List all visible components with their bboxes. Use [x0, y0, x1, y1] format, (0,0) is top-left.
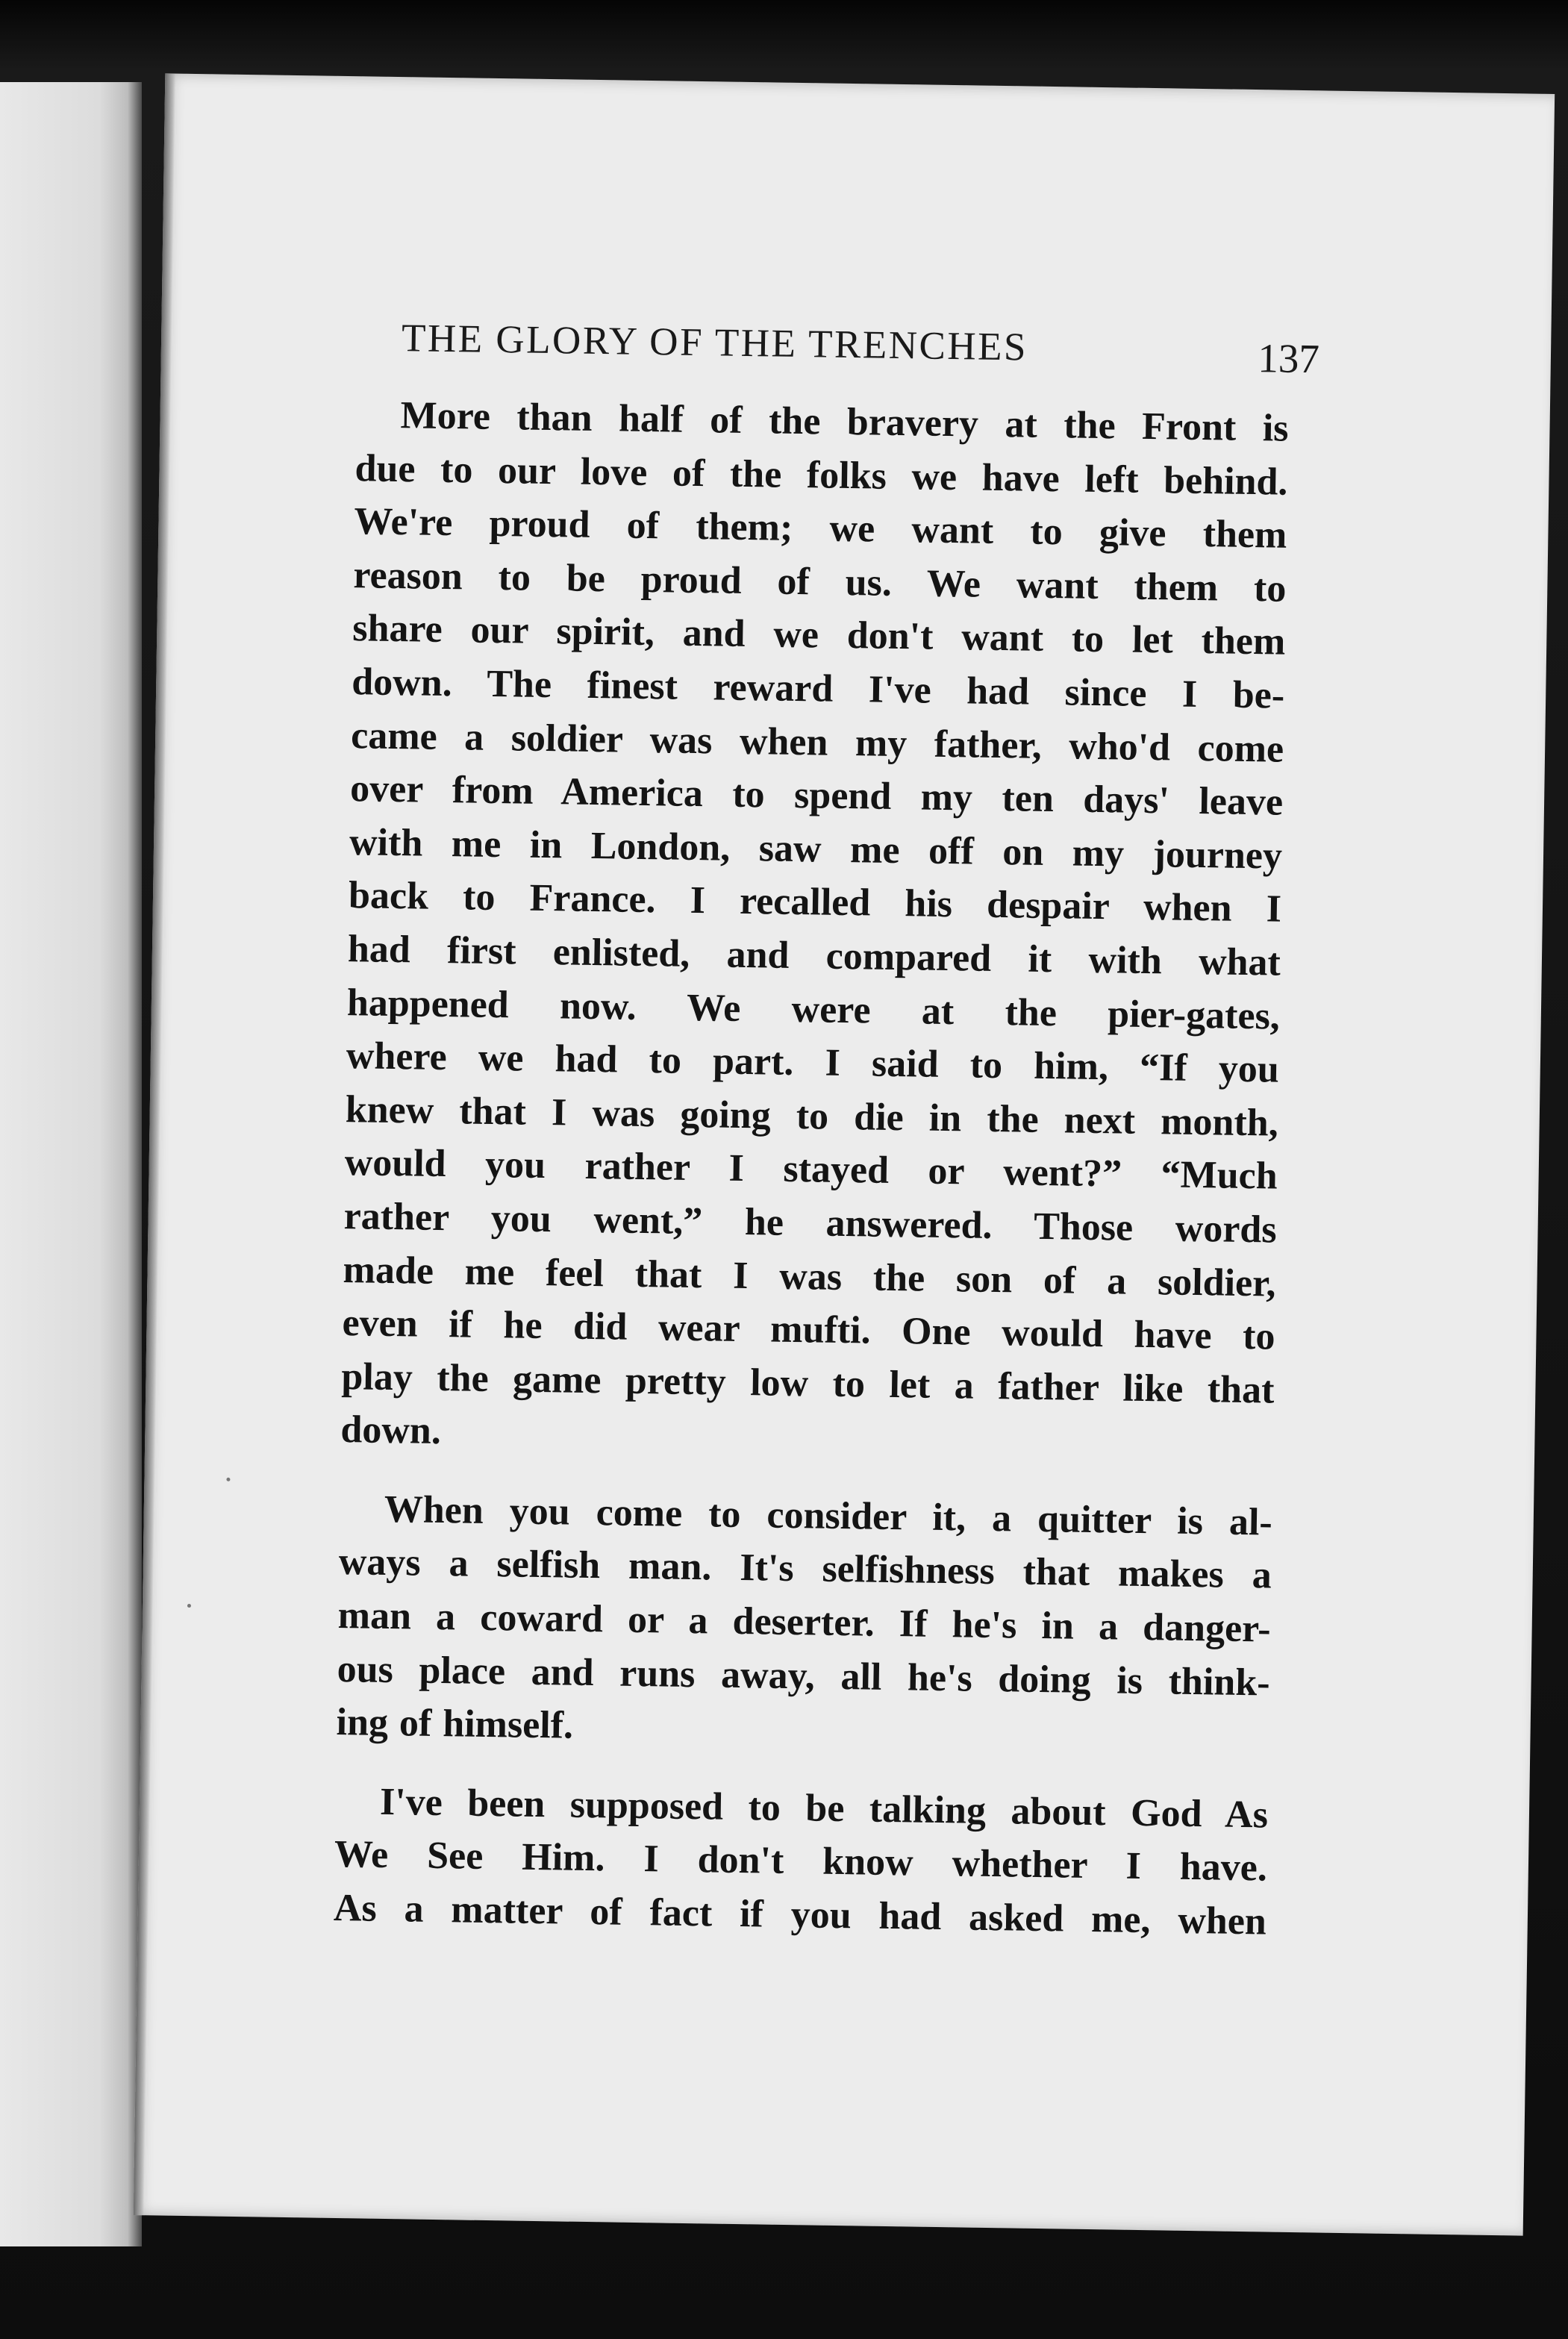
text-line: ing of himself. [336, 1701, 574, 1747]
book-page [134, 73, 1555, 2235]
text-line: made me feel that I was the son of a soldier, [343, 1248, 1276, 1305]
text-line: When you come to consider it, a quitter is al- [384, 1487, 1273, 1544]
text-line: ous place and runs away, all he's doing is think- [337, 1647, 1270, 1705]
text-line: We're proud of them; we want to give them [354, 500, 1287, 557]
text-line: rather you went,” he answered. Those words [343, 1194, 1277, 1252]
text-line: As a matter of fact if you had asked me, when [333, 1886, 1267, 1943]
text-line: knew that I was going to die in the next month, [345, 1087, 1279, 1145]
text-line: came a soldier was when my father, who'd come [350, 713, 1284, 771]
paragraph-2 [336, 1482, 1272, 1763]
text-line: More than half of the bravery at the Front is [400, 394, 1289, 450]
running-head [401, 316, 1320, 398]
text-line: had first enlisted, and compared it with what [347, 928, 1281, 984]
text-line: man a coward or a deserter. If he's in a danger- [337, 1594, 1272, 1651]
text-line: with me in London, saw me off on my journey [349, 820, 1283, 878]
text-line: where we had to part. I said to him, “If you [346, 1034, 1280, 1091]
paragraph-3 [333, 1775, 1268, 1949]
paragraph-1 [340, 388, 1289, 1470]
text-line: even if he did wear mufti. One would have to [342, 1302, 1275, 1358]
text-line: ways a selfish man. It's selfishness that makes a [338, 1540, 1272, 1598]
text-line: share our spirit, and we don't want to let them [352, 607, 1286, 664]
text-line: play the game pretty low to let a father like that [341, 1355, 1275, 1412]
text-line: reason to be proud of us. We want them to [353, 553, 1287, 610]
text-line: down. The finest reward I've had since I be- [351, 661, 1285, 717]
text-line: back to France. I recalled his despair when I [348, 874, 1282, 931]
text-line: I've been supposed to be talking about God As [379, 1780, 1269, 1837]
page-number: 137 [1257, 335, 1320, 382]
page-text-block [333, 315, 1320, 1949]
text-line: would you rather I stayed or went?” “Much [344, 1141, 1278, 1198]
text-line: happened now. We were at the pier-gates, [346, 981, 1281, 1038]
text-line: over from America to spend my ten days' leave [349, 767, 1284, 824]
paper-speck [226, 1478, 230, 1481]
facing-page-edge [0, 82, 142, 2246]
text-line: due to our love of the folks we have left behind. [354, 446, 1288, 504]
text-line: down. [340, 1408, 442, 1453]
paper-speck [187, 1604, 191, 1608]
text-line: We See Him. I don't know whether I have. [334, 1833, 1268, 1890]
running-title: THE GLORY OF THE TRENCHES [401, 316, 1028, 369]
